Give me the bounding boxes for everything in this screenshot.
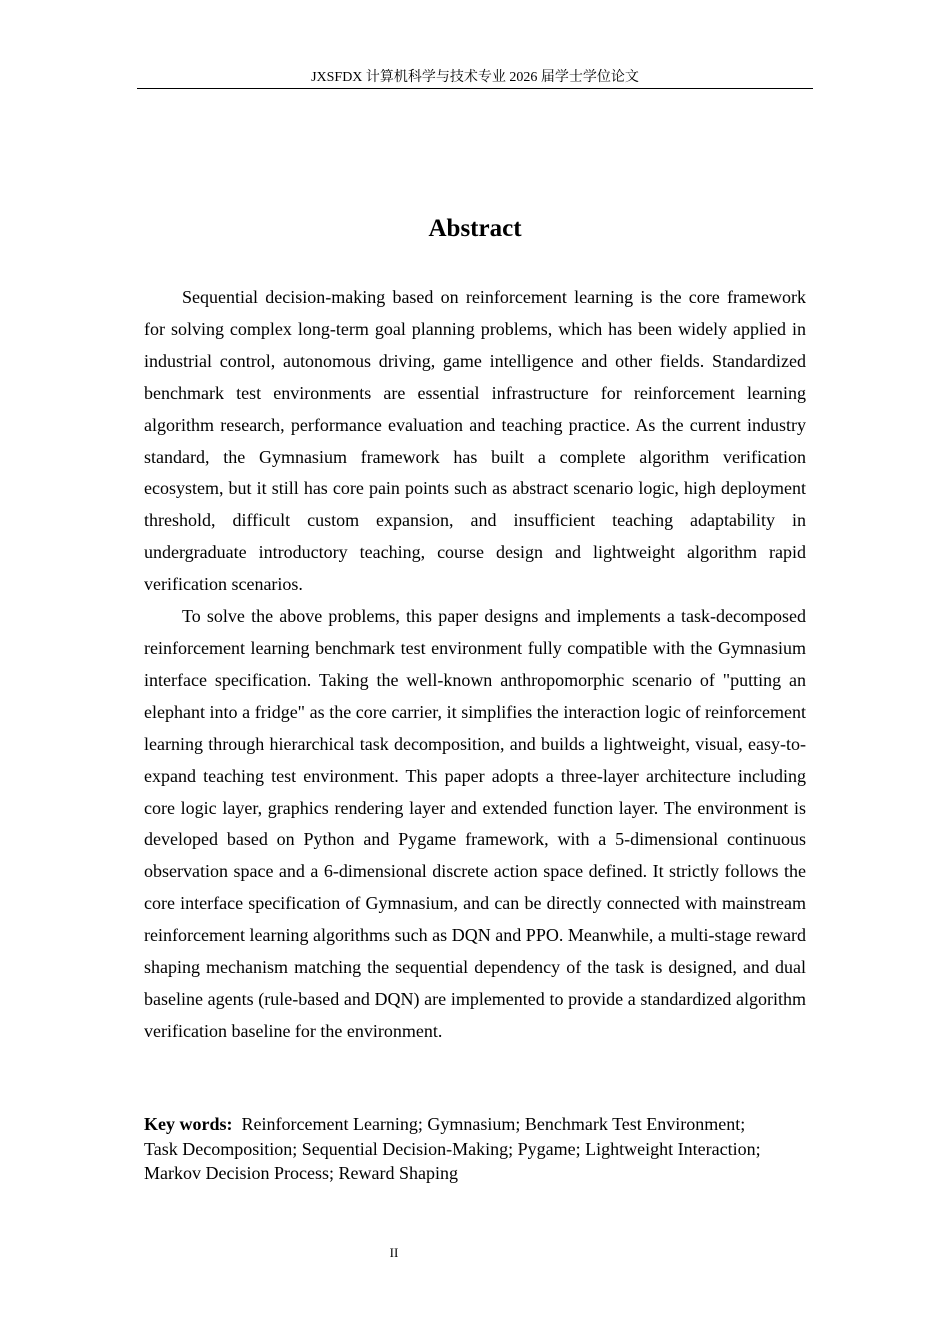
keywords-text-1: Reinforcement Learning; Gymnasium; Benchmark Test Environment; <box>241 1114 746 1134</box>
abstract-paragraph-1: Sequential decision-making based on reinforcement learning is the core framework for solving complex long-term goal planning problems, which has been widely applied in industrial control, autonomous driving, game intelligence and other fields. Standardized benchmark test environments are essential infrastructure for reinforcement learning algorithm research, performance evaluation and teaching practice. As the current industry standard, the Gymnasium framework has built a complete algorithm verification ecosystem, but it still has core pain points such as abstract scenario logic, high deployment threshold, difficult custom expansion, and insufficient teaching adaptability in undergraduate introductory teaching, course design and lightweight algorithm rapid verification scenarios. <box>144 287 806 595</box>
abstract-body <box>144 282 806 1048</box>
running-header <box>137 68 813 89</box>
keywords-line-3: Markov Decision Process; Reward Shaping <box>144 1163 458 1183</box>
keywords-line-1 <box>144 1112 812 1137</box>
abstract-paragraph-2: To solve the above problems, this paper designs and implements a task-decomposed reinforcement learning benchmark test environment fully compatible with the Gymnasium interface specification. Taking the well-known anthropomorphic scenario of "putting an elephant into a fridge" as the core carrier, it simplifies the interaction logic of reinforcement learning through hierarchical task decomposition, and builds a lightweight, visual, easy-to-expand teaching test environment. This paper adopts a three-layer architecture including core logic layer, graphics rendering layer and extended function layer. The environment is developed based on Python and Pygame framework, with a 5-dimensional continuous observation space and a 6-dimensional discrete action space defined. It strictly follows the core interface specification of Gymnasium, and can be directly connected with mainstream reinforcement learning algorithms such as DQN and PPO. Meanwhile, a multi-stage reward shaping mechanism matching the sequential dependency of the task is designed, and dual baseline agents (rule-based and DQN) are implemented to provide a standardized algorithm verification baseline for the environment. <box>144 606 806 1041</box>
page-number: II <box>389 1245 399 1260</box>
running-header-text: JXSFDX 计算机科学与技术专业 2026 届学士学位论文 <box>311 70 639 85</box>
abstract-title: Abstract <box>428 215 522 242</box>
keywords-block <box>144 1112 812 1186</box>
keywords-line-2: Task Decomposition; Sequential Decision-Making; Pygame; Lightweight Interaction; <box>144 1138 761 1159</box>
keywords-label: Key words: <box>144 1114 233 1134</box>
